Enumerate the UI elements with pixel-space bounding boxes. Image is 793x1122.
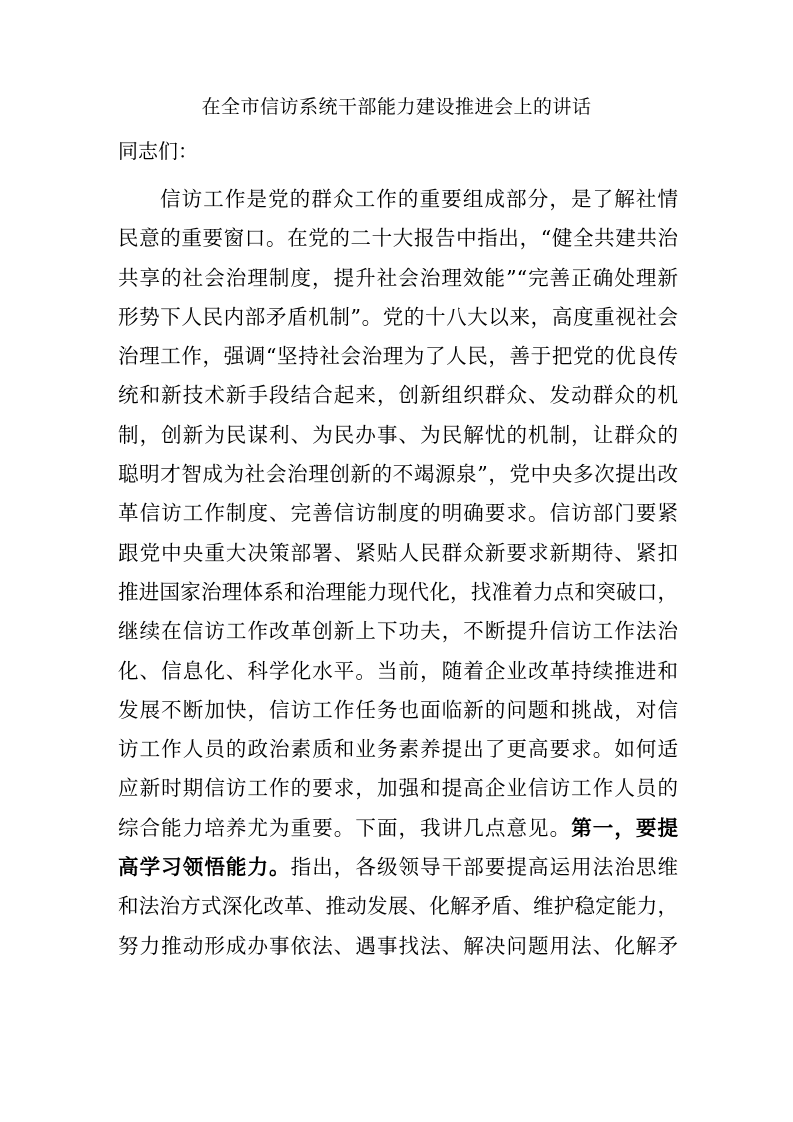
paragraph-line: 共享的社会治理制度，提升社会治理效能”“完善正确处理新 [118, 265, 678, 290]
paragraph-line: 和法治方式深化改革、推动发展、化解矛盾、维护稳定能力， [118, 894, 678, 919]
paragraph-line: 推进国家治理体系和治理能力现代化，找准着力点和突破口， [118, 579, 678, 604]
paragraph-line: 统和新技术新手段结合起来，创新组织群众、发动群众的机 [118, 383, 678, 408]
paragraph-line: 形势下人民内部矛盾机制”。党的十八大以来，高度重视社会 [118, 304, 678, 329]
paragraph-line: 跟党中央重大决策部署、紧贴人民群众新要求新期待、紧扣 [118, 540, 678, 565]
paragraph-line: 访工作人员的政治素质和业务素养提出了更高要求。如何适 [118, 737, 678, 762]
paragraph-text: 指出，各级领导干部要提高运用法治思维 [290, 855, 678, 880]
salutation: 同志们： [118, 139, 198, 163]
document-title: 在全市信访系统干部能力建设推进会上的讲话 [201, 96, 592, 118]
bold-heading-text: 第一，要提 [571, 815, 678, 840]
paragraph-line: 继续在信访工作改革创新上下功夫，不断提升信访工作法治 [118, 619, 678, 644]
body-text [118, 180, 678, 966]
paragraph-line: 治理工作，强调“坚持社会治理为了人民，善于把党的优良传 [118, 344, 678, 369]
bold-heading-text: 高学习领悟能力。 [118, 855, 291, 880]
paragraph-line: 信访工作是党的群众工作的重要组成部分，是了解社情 [160, 187, 678, 211]
paragraph-line: 应新时期信访工作的要求，加强和提高企业信访工作人员的 [118, 776, 678, 801]
paragraph-text: 综合能力培养尤为重要。下面，我讲几点意见。 [118, 815, 572, 840]
paragraph-line: 聪明才智成为社会治理创新的不竭源泉”，党中央多次提出改 [118, 462, 678, 487]
paragraph-line: 发展不断加快，信访工作任务也面临新的问题和挑战，对信 [118, 697, 678, 722]
paragraph-line [118, 848, 678, 887]
paragraph-line: 民意的重要窗口。在党的二十大报告中指出，“健全共建共治 [118, 226, 678, 251]
paragraph-line: 制，创新为民谋利、为民办事、为民解忧的机制，让群众的 [118, 422, 678, 447]
paragraph-line: 化、信息化、科学化水平。当前，随着企业改革持续推进和 [118, 658, 678, 683]
paragraph-line [118, 809, 678, 848]
paragraph-line: 努力推动形成办事依法、遇事找法、解决问题用法、化解矛 [118, 933, 678, 958]
paragraph-line: 革信访工作制度、完善信访制度的明确要求。信访部门要紧 [118, 501, 678, 526]
